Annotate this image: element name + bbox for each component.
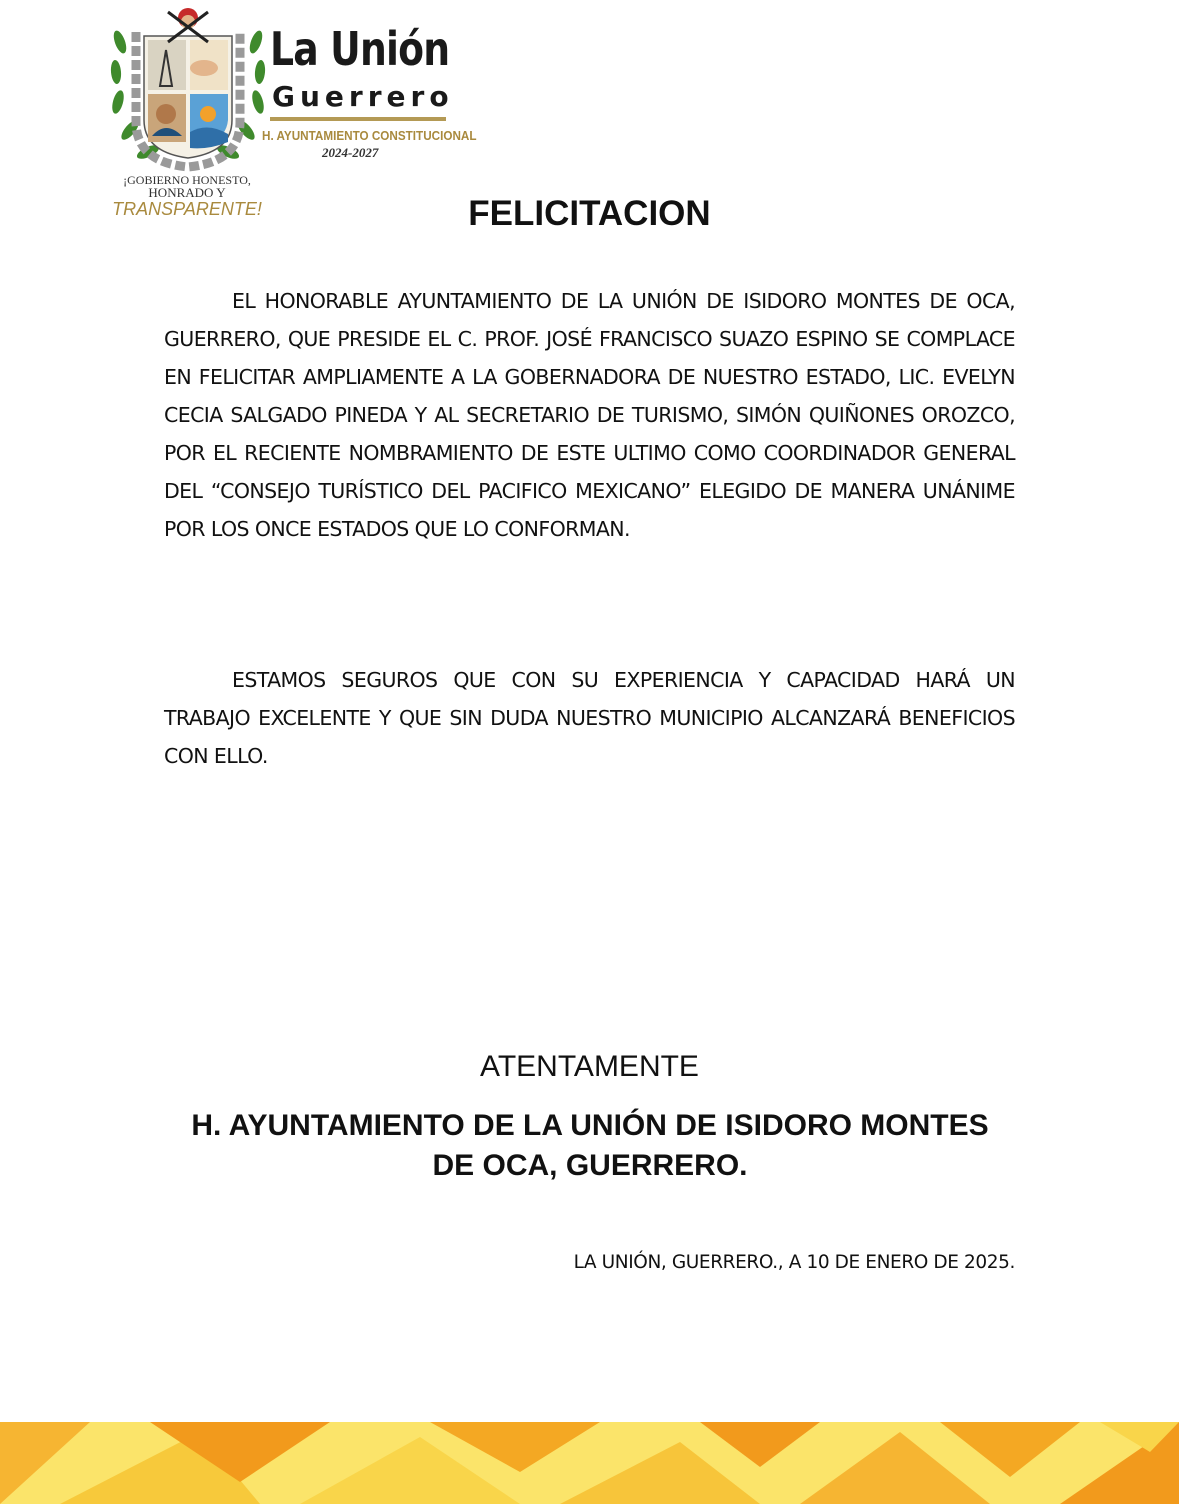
brand-title: La Unión [270,22,450,76]
date-line: LA UNIÓN, GUERRERO., A 10 DE ENERO DE 2025. [573,1252,1015,1273]
closing-salutation: ATENTAMENTE [480,1050,699,1083]
brand-divider [270,117,446,121]
body-paragraph-1: EL HONORABLE AYUNTAMIENTO DE LA UNIÓN DE ISIDORO MONTES DE OCA, GUERRERO, QUE PRESIDE EL C. PROF. JOSÉ FRANCISCO SUAZO ESPINO SE COMPLACE EN FELICITAR AMPLIAMENTE A LA GOBERNADORA DE NUESTRO ESTADO, LIC. EVELYN CECIA SALGADO PINEDA Y AL SECRETARIO DE TURISMO, SIMÓN QUIÑONES OROZCO, POR EL RECIENTE NOMBRAMIENTO DE ESTE ULTIMO COMO COORDINADOR GENERAL DEL “CONSEJO TURÍSTICO DEL PACIFICO MEXICANO” ELEGIDO DE MANERA UNÁNIME POR LOS ONCE ESTADOS QUE LO CONFORMAN. [164,289,1015,541]
motto-line-1: ¡GOBIERNO HONESTO, [123,173,251,187]
body-paragraph-2: ESTAMOS SEGUROS QUE CON SU EXPERIENCIA Y CAPACIDAD HARÁ UN TRABAJO EXCELENTE Y QUE SIN DUDA NUESTRO MUNICIPIO ALCANZARÁ BENEFICIOS CON ELLO. [164,668,1015,768]
decorative-footer-band [0,1422,1179,1504]
ayuntamiento-label: H. AYUNTAMIENTO CONSTITUCIONAL [262,128,477,143]
municipal-coat-of-arms-logo [108,2,268,180]
motto-line-2: HONRADO Y [148,185,226,200]
motto-line-3: TRANSPARENTE! [112,199,262,219]
brand-subtitle: Guerrero [272,80,454,113]
document-title: FELICITACION [468,194,711,233]
administration-years: 2024-2027 [322,145,379,160]
signer-name: H. AYUNTAMIENTO DE LA UNIÓN DE ISIDORO MONTES DE OCA, GUERRERO. [191,1109,989,1182]
